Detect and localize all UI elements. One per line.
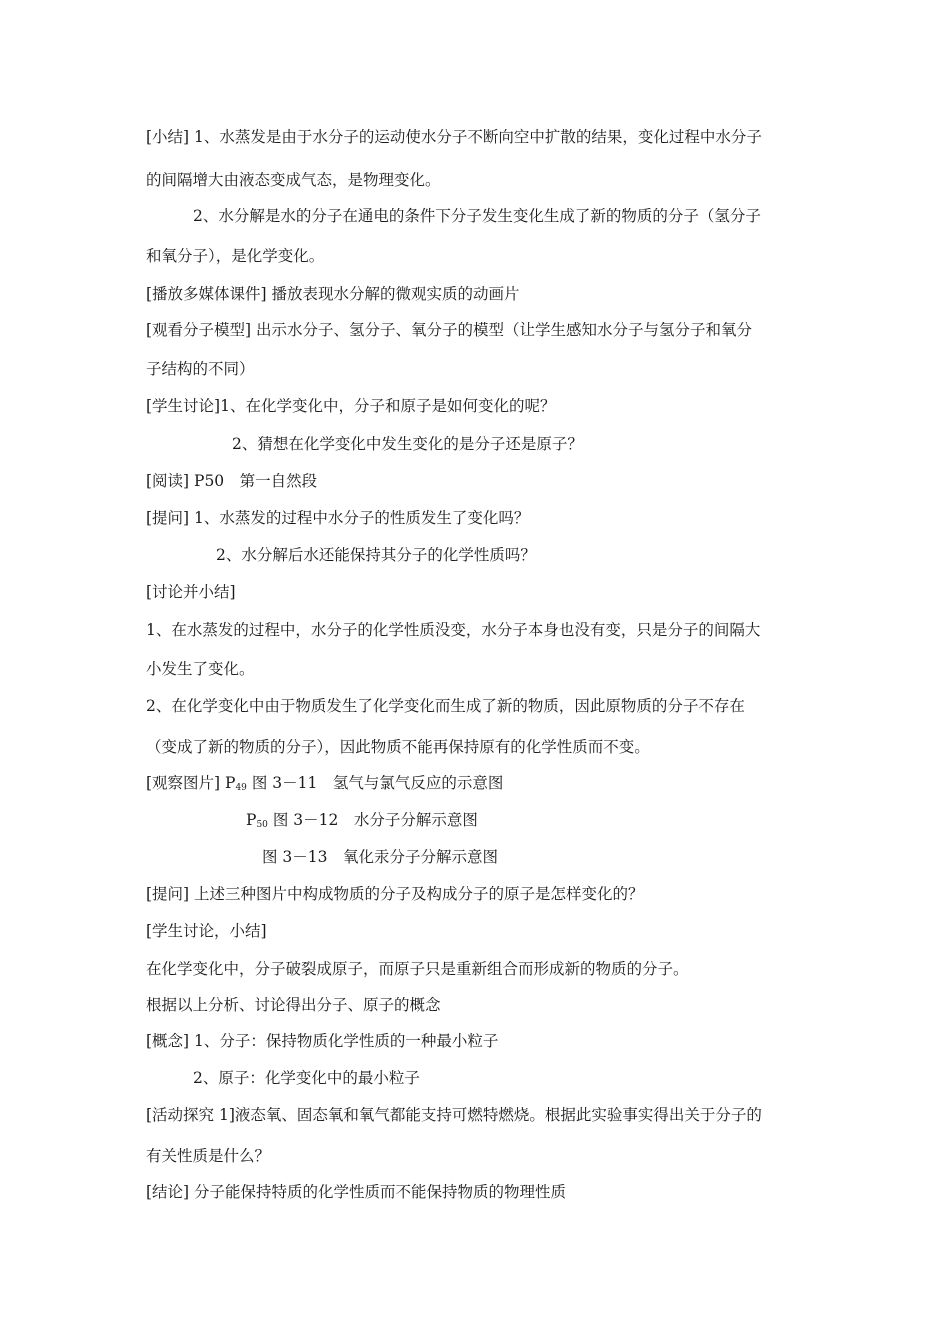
concept-molecule-line: [概念] 1、分子：保持物质化学性质的一种最小粒子 (146, 1032, 499, 1050)
figure-line-3: 图 3－13 氧化汞分子分解示意图 (262, 848, 499, 866)
figure-line-1-page: 49 (235, 783, 247, 793)
concept-atom-line: 2、原子：化学变化中的最小粒子 (193, 1069, 420, 1087)
multimedia-line: [播放多媒体课件] 播放表现水分解的微观实质的动画片 (146, 285, 520, 303)
reading-line: [阅读] P50 第一自然段 (146, 472, 318, 490)
discuss-summary-line-3: 2、在化学变化中由于物质发生了化学变化而生成了新的物质，因此原物质的分子不存在 (146, 697, 745, 715)
discuss-summary-line-4: （变成了新的物质的分子），因此物质不能再保持原有的化学性质而不变。 (146, 738, 650, 756)
figure-line-2-page: 50 (256, 820, 268, 830)
summary-line-3: 2、水分解是水的分子在通电的条件下分子发生变化生成了新的物质的分子（氢分子 (193, 207, 761, 225)
question-figures-line: [提问] 上述三种图片中构成物质的分子及构成分子的原子是怎样变化的？ (146, 885, 644, 903)
question-line-1: [提问] 1、水蒸发的过程中水分子的性质发生了变化吗？ (146, 509, 530, 527)
figure-line-2-prefix: P (246, 811, 257, 829)
figure-line-2 (246, 810, 916, 835)
analysis-line: 根据以上分析、讨论得出分子、原子的概念 (146, 996, 441, 1014)
model-line-1: [观看分子模型] 出示水分子、氢分子、氧分子的模型（让学生感知水分子与氢分子和氧分 (146, 321, 753, 339)
chemical-change-line: 在化学变化中，分子破裂成原子，而原子只是重新组合而形成新的物质的分子。 (146, 960, 689, 978)
figure-line-2-text: 图 3－12 水分子分解示意图 (267, 811, 478, 829)
activity-line-1: [活动探究 1]液态氧、固态氧和氧气都能支持可燃特燃烧。根据此实验事实得出关于分子的 (146, 1106, 762, 1124)
conclusion-line: [结论] 分子能保持特质的化学性质而不能保持物质的物理性质 (146, 1183, 567, 1201)
question-line-2: 2、水分解后水还能保持其分子的化学性质吗？ (216, 546, 536, 564)
discuss-summary-line-2: 小发生了变化。 (146, 660, 255, 678)
student-discussion-heading: [学生讨论，小结] (146, 922, 267, 940)
figure-line-1 (146, 773, 816, 798)
discuss-summary-heading: [讨论并小结] (146, 583, 236, 601)
summary-line-4: 和氧分子），是化学变化。 (146, 247, 325, 265)
activity-line-2: 有关性质是什么？ (146, 1147, 271, 1165)
model-line-2: 子结构的不同） (146, 360, 255, 378)
discuss-summary-line-1: 1、在水蒸发的过程中，水分子的化学性质没变，水分子本身也没有变，只是分子的间隔大 (146, 621, 761, 639)
summary-line-2: 的间隔增大由液态变成气态，是物理变化。 (146, 171, 441, 189)
summary-line-1: [小结] 1、水蒸发是由于水分子的运动使水分子不断向空中扩散的结果，变化过程中水分子 (146, 128, 762, 146)
discussion-line-2: 2、猜想在化学变化中发生变化的是分子还是原子？ (232, 435, 583, 453)
discussion-line-1: [学生讨论]1、在化学变化中，分子和原子是如何变化的呢？ (146, 397, 556, 415)
figure-line-1-prefix: [观察图片] P (146, 774, 236, 792)
figure-line-1-text: 图 3－11 氢气与氯气反应的示意图 (246, 774, 504, 792)
